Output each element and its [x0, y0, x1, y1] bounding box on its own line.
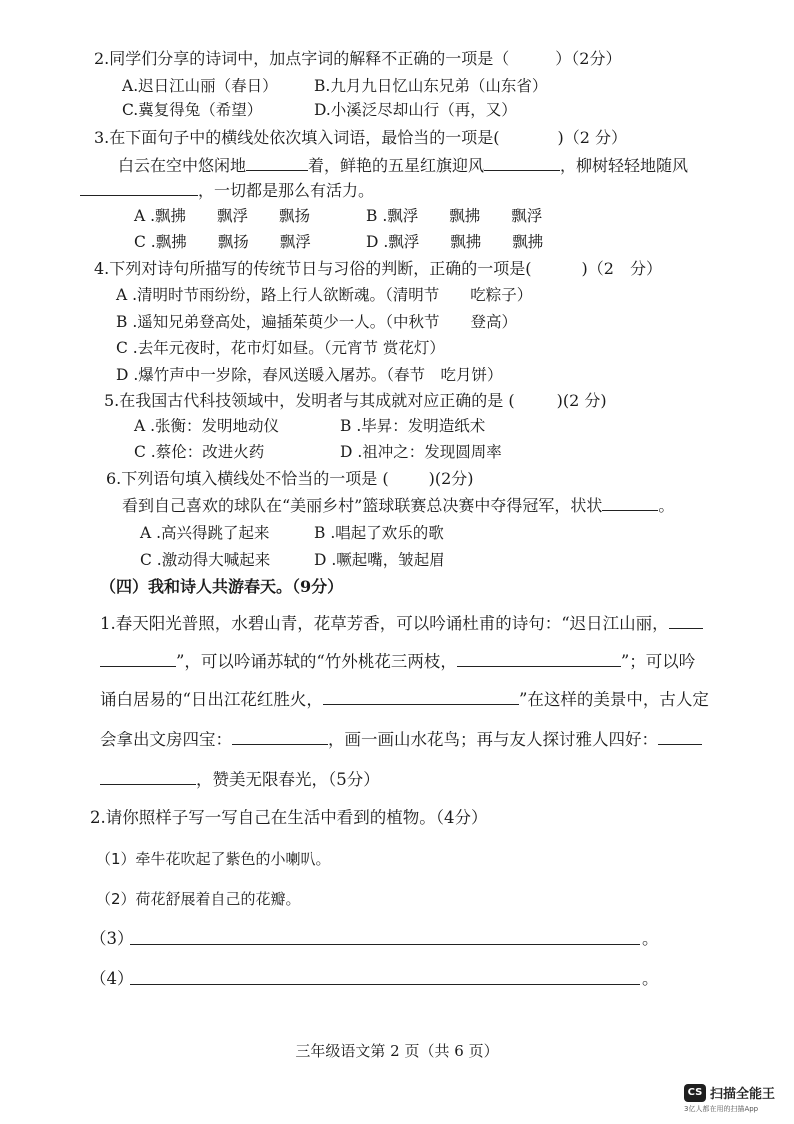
q3-blank-1[interactable]	[246, 156, 308, 171]
q6-option-c: C .激动得大喊起来	[140, 551, 271, 569]
q4-option-c: C .去年元夜时，花市灯如昼。（元宵节 赏花灯）	[116, 339, 445, 357]
scanner-logo-name: 扫描全能王	[710, 1087, 776, 1102]
section4-q1-text-f: 会拿出文房四宝：	[100, 730, 232, 749]
q6-stem-text: 6.下列语句填入横线处不恰当的一项是 (	[106, 469, 389, 488]
q6-sentence	[122, 496, 674, 516]
q6-close: )(2分)	[428, 469, 474, 488]
q3-close: )（2 分）	[557, 128, 628, 147]
poem-blank-2[interactable]	[457, 652, 621, 667]
q4-stem-text: 4.下列对诗句所描写的传统节日与习俗的判断，正确的一项是(	[94, 259, 532, 278]
q3-blank-3[interactable]	[80, 181, 198, 196]
four-pursuits-blank-a[interactable]	[658, 730, 702, 745]
q2-option-b: B.九月九日忆山东兄弟（山东省）	[314, 77, 548, 95]
q4-option-a: A .清明时节雨纷纷，路上行人欲断魂。（清明节 吃粽子）	[116, 286, 533, 304]
q2-close: ）（2分）	[555, 49, 622, 68]
scanner-watermark	[684, 1082, 790, 1114]
q5-close: )(2 分)	[556, 391, 607, 410]
q5-stem-text: 5.在我国古代科技领域中，发明者与其成就对应正确的是 (	[104, 391, 515, 410]
answer-line-3-label: （3）	[90, 929, 134, 948]
q5-option-d: D .祖冲之：发现圆周率	[340, 443, 502, 461]
q3-sentence	[118, 156, 688, 176]
q5-option-b: B .毕昇：发明造纸术	[340, 417, 486, 435]
q2-option-c: C.冀复得兔（希望）	[122, 101, 263, 119]
q3-sentence-part3: ，柳树轻轻地随风	[560, 156, 689, 175]
q5-option-a: A .张衡：发明地动仪	[134, 417, 280, 435]
four-treasures-blank[interactable]	[232, 730, 328, 745]
section4-q1-line4	[100, 730, 702, 750]
section4-title: （四）我和诗人共游春天。（9分）	[100, 577, 344, 596]
q3-sentence-part4: ，一切都是那么有活力。	[198, 181, 375, 200]
q3-option-b: B .飘浮 飘拂 飘浮	[366, 207, 543, 225]
section4-q1-line2	[100, 652, 695, 672]
q2-stem-text: 2.同学们分享的诗词中，加点字词的解释不正确的一项是（	[94, 49, 510, 68]
q6-option-b: B .唱起了欢乐的歌	[314, 524, 444, 542]
four-pursuits-blank-b[interactable]	[100, 770, 196, 785]
q4-stem	[94, 259, 662, 279]
section4-q1-text-b: ”，可以吟诵苏轼的“竹外桃花三两枝，	[176, 652, 457, 671]
q4-option-d: D .爆竹声中一岁除，春风送暖入屠苏。（春节 吃月饼）	[116, 366, 503, 384]
section4-q1-line3	[100, 690, 709, 710]
section4-q1-text-g: ，画一画山水花鸟；再与友人探讨雅人四好：	[328, 730, 658, 749]
q3-stem	[94, 128, 627, 148]
answer-line-3-end: 。	[642, 929, 659, 948]
q4-close: )（2 分）	[581, 259, 662, 278]
q3-option-c: C .飘拂 飘扬 飘浮	[134, 233, 311, 251]
section4-q1-text-d: 诵白居易的“日出江花红胜火，	[100, 690, 323, 709]
answer-line-4-end: 。	[642, 969, 659, 988]
page-footer: 三年级语文第 2 页（共 6 页）	[295, 1042, 499, 1060]
q4-option-b: B .遥知兄弟登高处，遍插茱萸少一人。（中秋节 登高）	[116, 313, 517, 331]
q3-sentence-cont	[80, 181, 374, 201]
poem-blank-3[interactable]	[323, 690, 519, 705]
q6-sentence-text: 看到自己喜欢的球队在“美丽乡村”篮球联赛总决赛中夺得冠军，状状	[122, 496, 603, 515]
answer-line-3[interactable]	[130, 944, 640, 945]
section4-q1-text-e: ”在这样的美景中，古人定	[518, 690, 709, 709]
section4-q1-line5	[100, 770, 380, 790]
q2-stem	[94, 49, 621, 69]
section4-q1-text-h: ，赞美无限春光，（5分）	[196, 770, 380, 789]
q3-blank-2[interactable]	[484, 156, 560, 171]
q3-option-a: A .飘拂 飘浮 飘扬	[134, 207, 311, 225]
q6-option-a: A .高兴得跳了起来	[140, 524, 270, 542]
q6-blank[interactable]	[602, 496, 658, 511]
section4-q1-line1	[100, 614, 703, 634]
answer-line-4[interactable]	[130, 984, 640, 985]
example-sentence-1: （1）牵牛花吹起了紫色的小喇叭。	[96, 850, 331, 868]
q3-sentence-part1: 白云在空中悠闲地	[118, 156, 247, 175]
section4-q1-text-a: 1.春天阳光普照，水碧山青，花草芳香，可以吟诵杜甫的诗句：“迟日江山丽，	[100, 614, 669, 633]
example-sentence-2: （2）荷花舒展着自己的花瓣。	[96, 890, 301, 908]
scanner-logo-icon: CS	[684, 1084, 706, 1102]
q6-option-d: D .噘起嘴，皱起眉	[314, 551, 445, 569]
q2-option-a: A.迟日江山丽（春日）	[122, 77, 278, 95]
q6-stem	[106, 469, 474, 489]
q3-stem-text: 3.在下面句子中的横线处依次填入词语，最恰当的一项是(	[94, 128, 500, 147]
q3-option-d: D .飘浮 飘拂 飘拂	[366, 233, 544, 251]
section4-q2-stem: 2.请你照样子写一写自己在生活中看到的植物。（4分）	[90, 808, 488, 827]
poem-blank-1a[interactable]	[669, 614, 703, 629]
section4-q1-text-c: ”；可以吟	[620, 652, 696, 671]
q3-sentence-part2: 着，鲜艳的五星红旗迎风	[308, 156, 485, 175]
poem-blank-1b[interactable]	[100, 652, 176, 667]
q6-sentence-end: 。	[658, 496, 675, 515]
q5-option-c: C .蔡伦：改进火药	[134, 443, 265, 461]
q5-stem	[104, 391, 607, 411]
q2-option-d: D.小溪泛尽却山行（再，又）	[314, 101, 517, 119]
answer-line-4-label: （4）	[90, 969, 134, 988]
scanner-logo-tagline: 3亿人都在用的扫描App	[684, 1105, 759, 1113]
